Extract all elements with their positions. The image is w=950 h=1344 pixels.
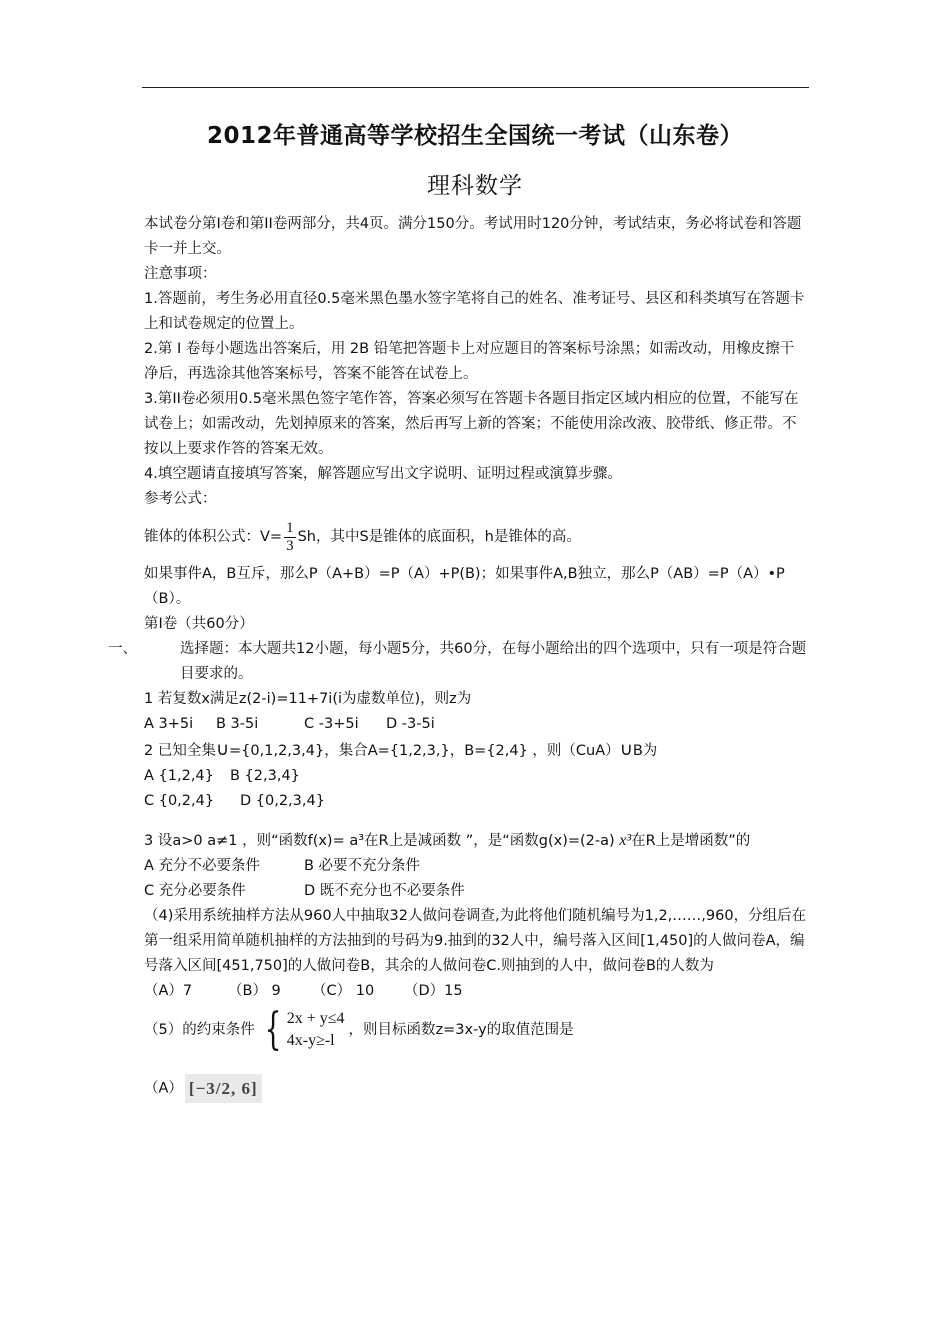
option: B 必要不充分条件 xyxy=(304,858,421,874)
option: D -3-5i xyxy=(386,716,435,732)
option: B 3-5i xyxy=(216,716,259,732)
question-4-options xyxy=(144,979,808,1004)
exam-title: 2012年普通高等学校招生全国统一考试（山东卷） xyxy=(206,123,743,149)
cone-volume-formula: 锥体的体积公式：V= $\frac{1}{3}$ Sh，其中S是锥体的底面积，h是锥体的高。 xyxy=(144,519,581,554)
interval-image: [−3/2, 6] xyxy=(185,1074,262,1103)
option: （D）15 xyxy=(404,983,463,999)
question-3-stem: 3 设a>0 a≠1 ，则“函数f(x)= a³在R上是减函数 ”，是“函数g(x)=(2-a) x³在R上是增函数”的 xyxy=(144,832,751,849)
question-3-options xyxy=(144,879,808,904)
intro-text: 本试卷分第I卷和第II卷两部分，共4页。满分150分。考试用时120分钟，考试结束，务必将试卷和答题卡一并上交。 xyxy=(144,216,802,257)
exam-subtitle: 理科数学 xyxy=(427,173,523,199)
question-5-option-a: （A） [−3/2, 6] xyxy=(144,1074,808,1103)
option: A {1,2,4} xyxy=(144,768,214,784)
option: D {0,2,3,4} xyxy=(240,793,325,809)
union-symbol: ∪ xyxy=(619,739,633,760)
section-heading: 第I卷（共60分） xyxy=(144,616,254,632)
question-2-options xyxy=(144,764,808,789)
notice-item: 3.第II卷必须用0.5毫米黑色签字笔作答，答案必须写在答题卡各题目指定区域内相应的位置，不能写在试卷上；如需改动，先划掉原来的答案，然后再写上新的答案；不能使用涂改液、胶带纸、修正带。不按以上要求作答的答案无效。 xyxy=(144,391,799,457)
option: （B） 9 xyxy=(228,983,281,999)
fraction: $\frac{1}{3}$ xyxy=(286,519,294,554)
option: B {2,3,4} xyxy=(230,768,300,784)
part-heading: 一、 选择题：本大题共12小题，每小题5分，共60分，在每小题给出的四个选项中，只有一项是符合题目要求的。 xyxy=(108,641,807,682)
constraint-system: { 2x + y≤4 4x-y≥-l xyxy=(264,1004,345,1055)
option: C 充分必要条件 xyxy=(144,883,246,899)
option: A 3+5i xyxy=(144,716,194,732)
question-4-stem: （4)采用系统抽样方法从960人中抽取32人做问卷调查,为此将他们随机编号为1,2,……,960，分组后在第一组采用简单随机抽样的方法抽到的号码为9.抽到的32人中，编号落入区间[1,450]的人做问卷A，编号落入区间[451,750]的人做问卷B，其余的人做问卷C.则抽到的人中，做问卷B的人数为 xyxy=(144,908,807,974)
question-5-stem: （5）的约束条件 { 2x + y≤4 4x-y≥-l ，则目标函数z=3x-y的取值范围是 xyxy=(144,1004,574,1055)
notice-item: 1.答题前，考生务必用直径0.5毫米黑色墨水签字笔将自己的姓名、准考证号、县区和科类填写在答题卡上和试卷规定的位置上。 xyxy=(144,291,805,332)
probability-formula: 如果事件A，B互斥，那么P（A+B）=P（A）+P(B)；如果事件A,B独立，那么P（AB）=P（A）•P（B）。 xyxy=(144,566,785,607)
option: D 既不充分也不必要条件 xyxy=(304,883,465,899)
option: C -3+5i xyxy=(304,716,359,732)
header-rule xyxy=(142,87,809,88)
union-symbol: ∪ xyxy=(215,739,230,760)
question-1-stem: 1 若复数x满足z(2-i)=11+7i(i为虚数单位)，则z为 xyxy=(144,691,472,707)
option: C {0,2,4} xyxy=(144,793,215,809)
question-1-options xyxy=(144,712,808,737)
formula-heading: 参考公式： xyxy=(144,491,217,507)
notice-item: 2.第 I 卷每小题选出答案后，用 2B 铅笔把答题卡上对应题目的答案标号涂黑；如需改动，用橡皮擦干净后，再选涂其他答案标号，答案不能答在试卷上。 xyxy=(144,341,795,382)
option: （C） 10 xyxy=(312,983,375,999)
brace-icon: { xyxy=(264,1004,282,1055)
question-2-options xyxy=(144,789,808,814)
math-variable: x³ xyxy=(619,832,632,849)
notice-item: 4.填空题请直接填写答案，解答题应写出文字说明、证明过程或演算步骤。 xyxy=(144,466,622,482)
notice-heading: 注意事项： xyxy=(144,266,217,282)
option: （A）7 xyxy=(144,983,193,999)
exam-body xyxy=(108,212,808,1103)
question-2-stem: 2 已知全集∪={0,1,2,3,4}，集合A={1,2,3,}，B={2,4} ，则（CuA）∪B为 xyxy=(144,739,658,760)
option: A 充分不必要条件 xyxy=(144,858,261,874)
question-3-options xyxy=(144,854,808,879)
